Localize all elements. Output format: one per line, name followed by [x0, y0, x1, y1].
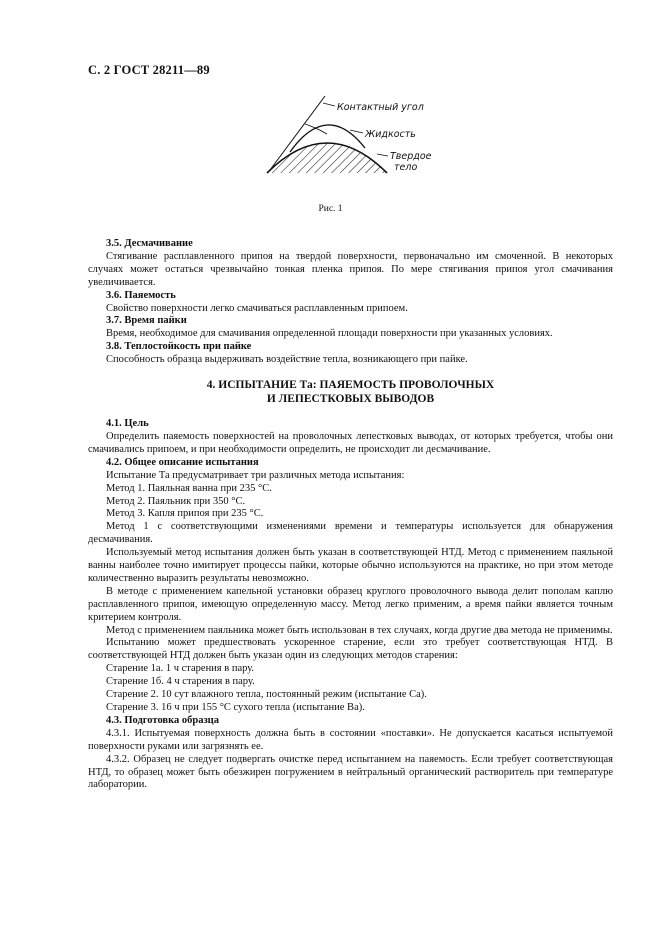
aging-3: Старение 3. 16 ч при 155 °С сухого тепла (испытание Ва).: [106, 702, 365, 713]
subheading-4-3: 4.3. Подготовка образца: [106, 714, 219, 726]
label-liquid: Жидкость: [365, 129, 416, 140]
aging-1a: Старение 1а. 1 ч старения в пару.: [106, 663, 255, 675]
label-solid-2: тело: [394, 162, 418, 173]
subheading-3-8: 3.8. Теплостойкость при пайке: [106, 341, 252, 353]
subheading-4-2: 4.2. Общее описание испытания: [106, 456, 259, 468]
paragraph-3-8: Способность образца выдерживать воздействие тепла, возникающего при пайке.: [106, 354, 468, 366]
subheading-3-6: 3.6. Паяемость: [106, 289, 176, 301]
label-contact-angle: Контактный угол: [337, 102, 424, 113]
paragraph-3-5: Стягивание расплавленного припоя на твердой поверхности, первоначально им смоченной. В некоторых случаях может остаться чрезвычайно тонкая пленка припоя. По мере стягивания припоя угол смачивания увеличивается.: [88, 250, 613, 288]
page-header: С. 2 ГОСТ 28211—89: [88, 63, 210, 77]
section-4-title: 4. ИСПЫТАНИЕ Та: ПАЯЕМОСТЬ ПРОВОЛОЧНЫХ И ЛЕПЕСТКОВЫХ ВЫВОДОВ: [206, 379, 495, 405]
subheading-3-5: 3.5. Десмачивание: [106, 238, 193, 249]
leader-liquid: [350, 130, 363, 133]
paragraph-4-3-2: 4.3.2. Образец не следует подвергать очистке перед испытанием на паяемость. Если требует соответствующая НТД, то образец может быть обезжирен погружением в нейтральный органический растворитель при температуре лаборатории.: [88, 753, 613, 791]
paragraph-4-2-intro: Испытание Та предусматривает три различных метода испытания:: [106, 469, 405, 481]
leader-solid: [377, 154, 388, 156]
paragraph-4-2-p3: Используемый метод испытания должен быть указан в соответствующей НТД. Метод с применением паяльной ванны наиболее точно имитирует процессы пайки, которые обычно используются на практике, но при этом методе количественно выразить результаты невозможно.: [88, 547, 613, 584]
paragraph-4-1: Определить паяемость поверхностей на проволочных лепестковых выводах, от которых требуется, чтобы они смачивались припоем, и при необходимости определить, не происходит ли десмачивание.: [88, 430, 613, 455]
paragraph-3-6: Свойство поверхности легко смачиваться расплавленным припоем.: [106, 302, 408, 314]
figure-caption: Рис. 1: [318, 204, 343, 214]
method-2: Метод 2. Паяльник при 350 °С.: [106, 495, 246, 507]
contact-angle-diagram: [255, 88, 445, 198]
paragraph-4-2-p5: Метод с применением паяльника может быть использован в тех случаях, когда другие два метода не применимы.: [106, 624, 613, 636]
paragraph-4-2-p6: Испытанию может предшествовать ускоренное старение, если это требует соответствующая НТД. В соответствующей НТД должен быть указан один из следующих методов старения:: [88, 637, 613, 662]
method-3: Метод 3. Капля припоя при 235 °С.: [106, 508, 264, 520]
paragraph-4-3-1: 4.3.1. Испытуемая поверхность должна быть в состоянии «поставки». Не допускается касаться испытуемой поверхности руками или загрязнять ее.: [88, 727, 613, 752]
subheading-4-1: 4.1. Цель: [106, 418, 149, 430]
figure-contact-angle: [255, 88, 445, 198]
paragraph-3-7: Время, необходимое для смачивания определенной площади поверхности при указанных условиях.: [106, 328, 553, 340]
leader-contact-angle: [323, 103, 335, 106]
aging-1b: Старение 1б. 4 ч старения в пару.: [106, 676, 255, 688]
subheading-3-7: 3.7. Время пайки: [106, 315, 187, 327]
paragraph-4-2-p2: Метод 1 с соответствующими изменениями времени и температуры используется для обнаружения десмачивания.: [88, 521, 613, 546]
paragraph-4-2-p4: В методе с применением капельной установки образец круглого проволочного вывода делит пополам каплю расплавленного припоя, имеющую определенную массу. Метод легко применим, а время пайки является точным критерием контроля.: [88, 585, 613, 623]
aging-2: Старение 2. 10 сут влажного тепла, постоянный режим (испытание Са).: [106, 689, 427, 701]
method-1: Метод 1. Паяльная ванна при 235 °С.: [106, 482, 272, 494]
label-solid-1: Твердое: [390, 151, 432, 162]
document-body: [88, 238, 613, 792]
